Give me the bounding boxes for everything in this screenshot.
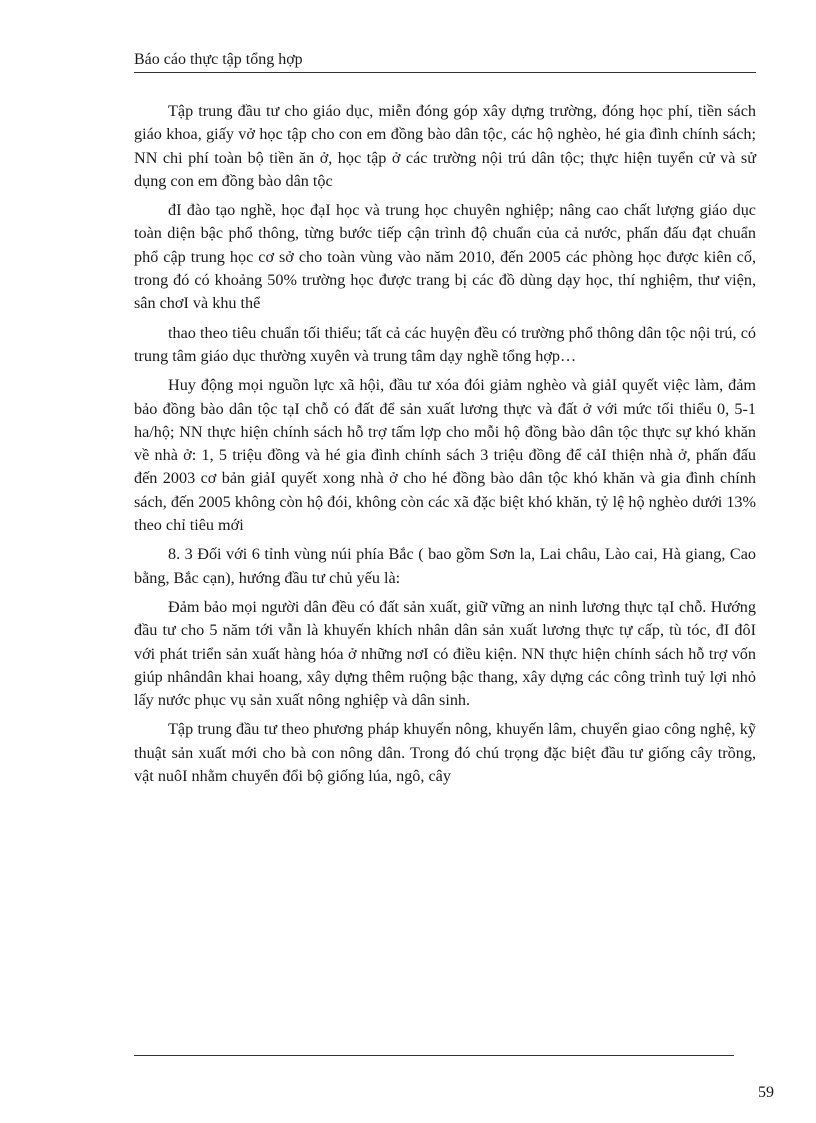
paragraph-1: Tập trung đầu tư cho giáo dục, miễn đóng góp xây dựng trường, đóng học phí, tiền sách giáo khoa, giấy vở học tập cho con em đồng bào dân tộc, các hộ nghèo, hé gia đình chính sách; NN chi phí toàn bộ tiền ăn ở, học tập ở các trường nội trú dân tộc; thực hiện tuyển cử và sử dụng con em đồng bào dân tộc: [134, 102, 756, 190]
paragraph-7: Tập trung đầu tư theo phương pháp khuyến nông, khuyến lâm, chuyển giao công nghệ, kỹ thuật sản xuất mới cho bà con nông dân. Trong đó chú trọng đặc biệt đầu tư giống cây trồng, vật nuôI nhằm chuyển đổi bộ giống lúa, ngô, cây: [134, 720, 756, 786]
paragraph-3: thao theo tiêu chuẩn tối thiểu; tất cả các huyện đều có trường phổ thông dân tộc nội trú, có trung tâm giáo dục thường xuyên và trung tâm dạy nghề tổng hợp…: [134, 323, 756, 365]
paragraph-6: Đảm bảo mọi người dân đều có đất sản xuất, giữ vững an ninh lương thực tạI chỗ. Hướng đầu tư cho 5 năm tới vẫn là khuyến khích nhân dân sản xuất lương thực tự cấp, tù tóc, đI đôI với phát triển sản xuất hàng hóa ở những nơI có điều kiện. NN thực hiện chính sách hỗ trợ vốn giúp nhândân khai hoang, xây dựng thêm ruộng bậc thang, xây dựng các công trình tuỷ lợi nhỏ lấy nước phục vụ sản xuất nông nghiệp và dân sinh.: [134, 597, 756, 710]
page-number: 59: [758, 1084, 774, 1101]
document-body: [134, 100, 756, 794]
paragraph-2: đI đào tạo nghề, học đạI học và trung học chuyên nghiệp; nâng cao chất lượng giáo dục toàn diện bậc phổ thông, từng bước tiếp cận trình độ chuẩn của cả nước, phấn đấu đạt chuẩn phổ cập trung học cơ sở cho toàn vùng vào năm 2010, đến 2005 các phòng học được kiên cố, trong đó có khoảng 50% trường học được trang bị các đồ dùng dạy học, thí nghiệm, thư viện, sân chơI và khu thể: [134, 201, 756, 313]
header-title: Báo cáo thực tập tổng hợp: [134, 51, 303, 68]
paragraph-4: Huy động mọi nguồn lực xã hội, đầu tư xóa đói giảm nghèo và giảI quyết việc làm, đảm bảo đồng bào dân tộc tạI chỗ có đất để sản xuất lương thực và đất ở với mức tối thiểu 0, 5-1 ha/hộ; NN thực hiện chính sách hỗ trợ tấm lợp cho mỗi hộ đồng bào dân tộc thực sự khó khăn về nhà ở: 1, 5 triệu đồng và hé gia đình chính sách 3 triệu đồng để cảI thiện nhà ở, phấn đấu đến 2003 cơ bản giảI quyết xong nhà ở cho hé đồng bào dân tộc khó khăn và gia đình chính sách, đến 2005 không còn hộ đói, không còn các xã đặc biệt khó khăn, tỷ lệ hộ nghèo dưới 13% theo chỉ tiêu mới: [134, 376, 756, 535]
page-header: [134, 50, 756, 73]
footer-divider: [134, 1055, 734, 1056]
paragraph-5: 8. 3 Đối với 6 tỉnh vùng núi phía Bắc ( bao gồm Sơn la, Lai châu, Lào cai, Hà giang, Cao bằng, Bắc cạn), hướng đầu tư chủ yếu là:: [134, 545, 756, 587]
